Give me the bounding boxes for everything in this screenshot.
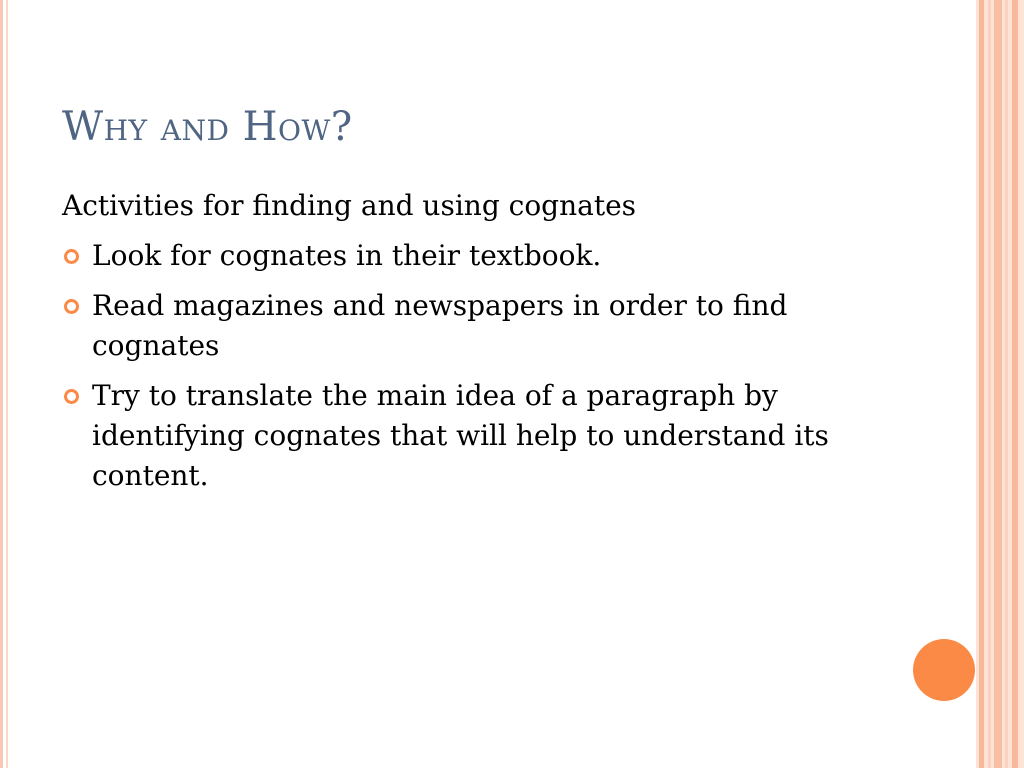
bullet-item xyxy=(62,236,882,276)
intro-text: Activities for finding and using cognates xyxy=(62,189,637,222)
circle-bullet-icon xyxy=(64,249,79,264)
decorative-circle xyxy=(913,639,975,701)
right-stripe xyxy=(1005,0,1008,768)
left-border-line xyxy=(0,0,3,768)
slide-title: Why and How? xyxy=(62,104,353,150)
right-stripe xyxy=(994,0,1002,768)
right-stripe xyxy=(988,0,991,768)
right-stripe xyxy=(979,0,984,768)
bullet-text: Look for cognates in their textbook. xyxy=(92,239,602,272)
left-border-line xyxy=(6,0,8,768)
circle-bullet-icon xyxy=(64,299,79,314)
bullet-item xyxy=(62,376,882,496)
bullet-text: Try to translate the main idea of a paragraph by identifying cognates that will help to understand its content. xyxy=(92,379,829,492)
bullet-list xyxy=(62,236,882,496)
right-stripe xyxy=(1012,0,1018,768)
circle-bullet-icon xyxy=(64,389,79,404)
slide-body xyxy=(62,186,882,506)
bullet-item xyxy=(62,286,882,366)
bullet-text: Read magazines and newspapers in order to find cognates xyxy=(92,289,788,362)
